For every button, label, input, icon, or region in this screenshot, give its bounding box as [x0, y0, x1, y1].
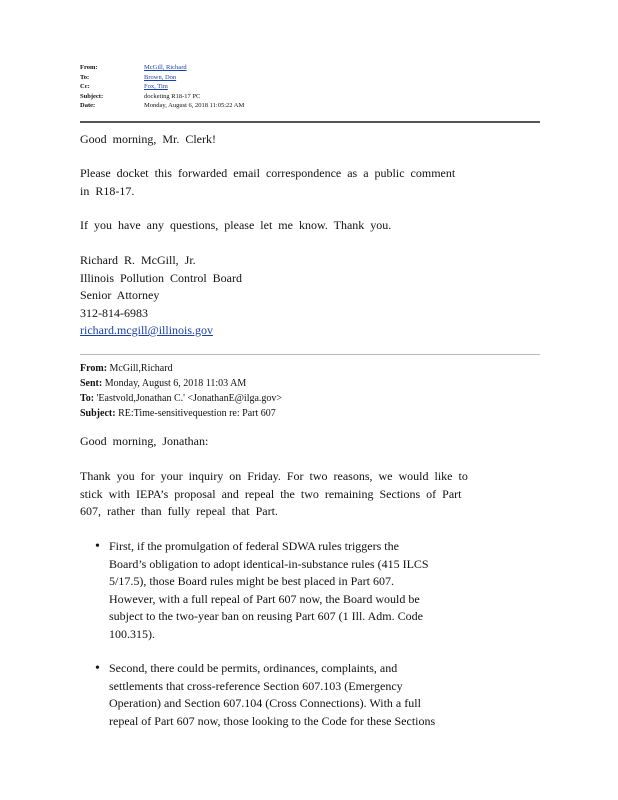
- cc-value[interactable]: Fox, Tim: [144, 83, 168, 91]
- fwd-paragraph-1: [80, 468, 532, 521]
- to-label: To:: [80, 73, 90, 81]
- bullet2-line-3: Operation) and Section 607.104 (Cross Connections). With a full: [109, 696, 421, 710]
- fwd-greeting: Good morning, Jonathan:: [80, 434, 209, 448]
- header-divider: [80, 121, 540, 123]
- bullet1-line-5: subject to the two-year ban on reusing Part 607 (1 Ill. Adm. Code: [109, 609, 423, 623]
- signature-block: [80, 252, 532, 340]
- bullet2-line-2: settlements that cross-reference Section 607.103 (Emergency: [109, 678, 403, 693]
- fwd-sent-value: Monday, August 6, 2018 11:03 AM: [104, 378, 247, 389]
- bullet2-line-4: repeal of Part 607 now, those looking to the Code for these Sections: [109, 713, 436, 728]
- bullet1-line-2: Board’s obligation to adopt identical-in-substance rules (415 ILCS: [109, 556, 429, 571]
- from-label: From:: [80, 64, 98, 71]
- fwd-to-value: 'Eastvold,Jonathan C.' <JonathanE@ilga.gov>: [96, 393, 283, 404]
- greeting: Good morning, Mr. Clerk!: [80, 132, 216, 146]
- cc-label: Cc:: [80, 83, 90, 91]
- fwd-sent-label: Sent:: [80, 378, 103, 389]
- date-value: Monday, August 6, 2018 11:05:22 AM: [144, 102, 245, 110]
- request-line-1: Please docket this forwarded email correspondence as a public comment: [80, 166, 456, 180]
- signature-email-link[interactable]: richard.mcgill@illinois.gov: [80, 323, 214, 337]
- bullet1-line-6: 100.315).: [109, 626, 155, 641]
- questions-line: If you have any questions, please let me know. Thank you.: [80, 218, 392, 232]
- bullet1-line-1: First, if the promulgation of federal SDWA rules triggers the: [109, 539, 399, 553]
- date-label: Date:: [80, 102, 96, 110]
- bullet1-line-4: However, with a full repeal of Part 607 now, the Board would be: [109, 591, 420, 606]
- signature-title: Senior Attorney: [80, 288, 160, 302]
- to-value[interactable]: Brown, Don: [144, 73, 177, 81]
- email-header: [80, 63, 244, 111]
- bullet1-line-3: 5/17.5), those Board rules might be best placed in Part 607.: [109, 574, 394, 588]
- bullet-2-text: [109, 660, 529, 730]
- fwd-para1-line-3: 607, rather than fully repeal that Part.: [80, 504, 278, 518]
- signature-org: Illinois Pollution Control Board: [80, 270, 243, 285]
- signature-name: Richard R. McGill, Jr.: [80, 253, 196, 267]
- request-paragraph: [80, 165, 532, 200]
- fwd-subject-label: Subject:: [80, 408, 116, 419]
- bullet-1-marker: •: [95, 539, 100, 554]
- fwd-subject-value: RE:Time-sensitivequestion re: Part 607: [118, 408, 276, 419]
- subject-label: Subject:: [80, 92, 104, 100]
- request-line-2: in R18-17.: [80, 183, 135, 198]
- bullet-2-marker: •: [95, 661, 100, 676]
- fwd-from-label: From:: [80, 363, 108, 374]
- bullet-1-text: [109, 538, 529, 643]
- fwd-para1-line-1: Thank you for your inquiry on Friday. For two reasons, we would like to: [80, 469, 468, 483]
- fwd-para1-line-2: stick with IEPA’s proposal and repeal the two remaining Sections of Part: [80, 486, 462, 501]
- fwd-to-label: To:: [80, 393, 95, 404]
- bullet2-line-1: Second, there could be permits, ordinances, complaints, and: [109, 661, 398, 675]
- fwd-from-value: McGill,Richard: [109, 363, 173, 374]
- forwarded-header: [80, 361, 282, 421]
- subject-value: docketing R18-17 PC: [144, 92, 201, 100]
- signature-phone: 312-814-6983: [80, 305, 148, 320]
- from-value[interactable]: McGill, Richard: [144, 64, 187, 71]
- forward-divider: [80, 354, 540, 355]
